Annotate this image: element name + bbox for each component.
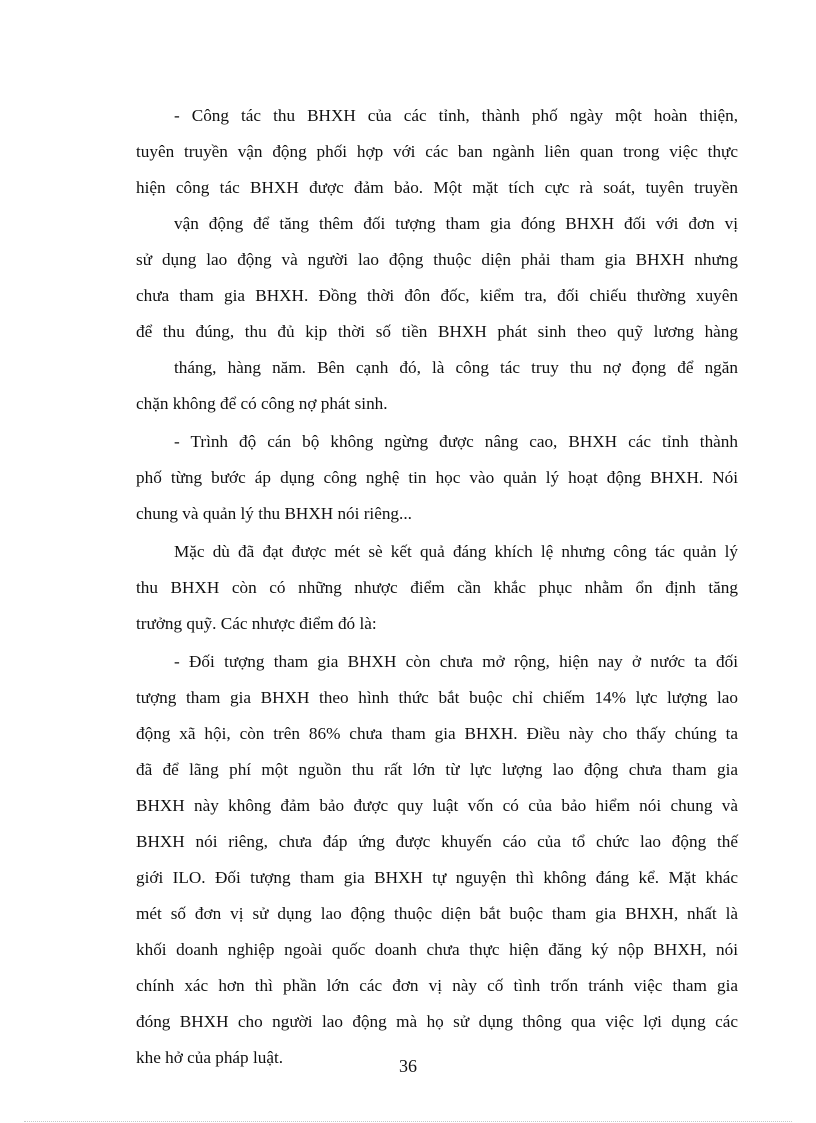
- text-line: để thu đúng, thu đủ kịp thời số tiền BHXH phát sinh theo quỹ lương hàng: [136, 322, 738, 341]
- text-line: - Đối tượng tham gia BHXH còn chưa mở rộng, hiện nay ở nước ta đối: [174, 652, 738, 671]
- text-line: tuyên truyền vận động phối hợp với các ban ngành liên quan trong việc thực: [136, 142, 738, 161]
- text-line: đóng BHXH cho người lao động mà họ sử dụng thông qua việc lợi dụng các: [136, 1012, 738, 1031]
- text-line: chính xác hơn thì phần lớn các đơn vị này cố tình trốn tránh việc tham gia: [136, 976, 738, 995]
- text-line: Mặc dù đã đạt được mét sè kết quả đáng khích lệ nhưng công tác quản lý: [174, 542, 738, 561]
- text-line: giới ILO. Đối tượng tham gia BHXH tự nguyện thì không đáng kể. Mặt khác: [136, 868, 738, 887]
- text-line: chặn không để có công nợ phát sinh.: [136, 394, 388, 413]
- text-line: - Công tác thu BHXH của các tỉnh, thành phố ngày một hoàn thiện,: [174, 106, 738, 125]
- paragraph-staff-qualification: [136, 424, 738, 532]
- text-line: vận động để tăng thêm đối tượng tham gia đóng BHXH đối với đơn vị: [174, 214, 738, 233]
- paragraph-weaknesses-intro: [136, 534, 738, 642]
- text-line: tháng, hàng năm. Bên cạnh đó, là công tác truy thu nợ đọng để ngăn: [174, 358, 738, 377]
- text-line: mét số đơn vị sử dụng lao động thuộc diện bắt buộc tham gia BHXH, nhất là: [136, 904, 738, 923]
- text-line: chưa tham gia BHXH. Đồng thời đôn đốc, kiểm tra, đối chiếu thường xuyên: [136, 286, 738, 305]
- text-line: động xã hội, còn trên 86% chưa tham gia BHXH. Điều này cho thấy chúng ta: [136, 724, 738, 743]
- text-line: BHXH nói riêng, chưa đáp ứng được khuyến cáo của tổ chức lao động thế: [136, 832, 738, 851]
- page-bottom-divider: [24, 1121, 792, 1122]
- paragraph-collection-work: [136, 98, 738, 422]
- text-line: khe hở của pháp luật.: [136, 1048, 284, 1067]
- text-line: sử dụng lao động và người lao động thuộc diện phải tham gia BHXH nhưng: [136, 250, 738, 269]
- text-line: đã để lãng phí một nguồn thu rất lớn từ lực lượng lao động chưa tham gia: [136, 760, 738, 779]
- text-line: - Trình độ cán bộ không ngừng được nâng cao, BHXH các tỉnh thành: [174, 432, 738, 451]
- paragraph-coverage-weakness: [136, 644, 738, 1076]
- page-number: 36: [399, 1056, 417, 1076]
- text-line: thu BHXH còn có những nhược điểm cần khắc phục nhằm ổn định tăng: [136, 578, 738, 597]
- text-line: tượng tham gia BHXH theo hình thức bắt buộc chỉ chiếm 14% lực lượng lao: [136, 688, 738, 707]
- text-line: hiện công tác BHXH được đảm bảo. Một mặt tích cực rà soát, tuyên truyền: [136, 178, 738, 197]
- text-line: BHXH này không đảm bảo được quy luật vốn có của bảo hiểm nói chung và: [136, 796, 738, 815]
- text-line: chung và quản lý thu BHXH nói riêng...: [136, 504, 412, 523]
- text-line: trưởng quỹ. Các nhược điểm đó là:: [136, 614, 377, 633]
- text-line: khối doanh nghiệp ngoài quốc doanh chưa thực hiện đăng ký nộp BHXH, nói: [136, 940, 738, 959]
- body-text: [136, 98, 738, 1078]
- text-line: phố từng bước áp dụng công nghệ tin học vào quản lý hoạt động BHXH. Nói: [136, 468, 738, 487]
